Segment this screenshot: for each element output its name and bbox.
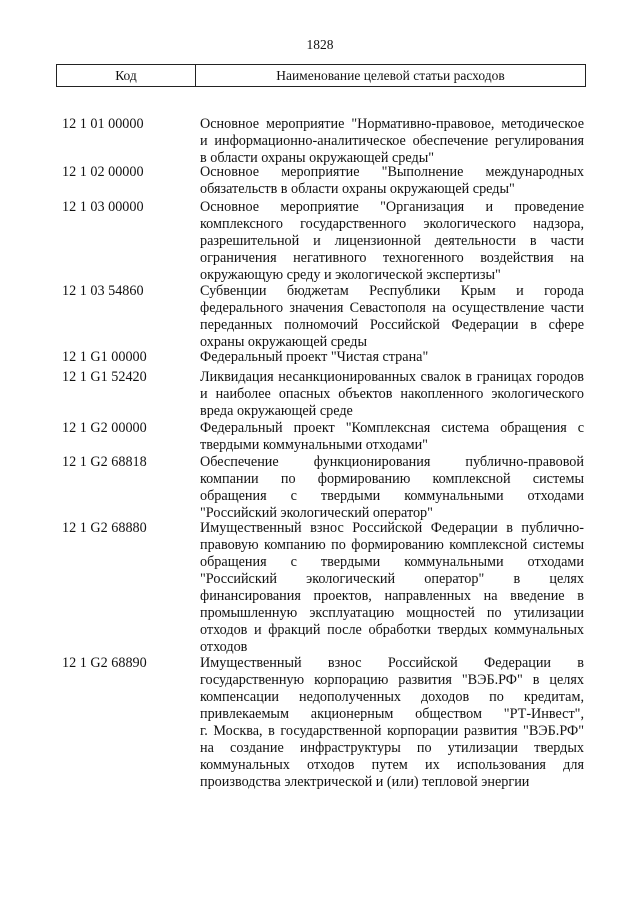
description-line: ограничения негативного техногенного воздействия на <box>200 250 584 266</box>
description-line: отходов и фракций после обработки твердых коммунальных <box>200 622 584 638</box>
description-line: компенсации недополученных доходов по кредитам, <box>200 689 584 705</box>
description-line: правовую компанию по формированию комплексной системы <box>200 537 584 553</box>
description-line: привлекаемым акционерным обществом "РТ-Инвест", <box>200 706 584 722</box>
description-line: Федеральный проект "Чистая страна" <box>200 349 429 365</box>
description-line: промышленную эксплуатацию мощностей по утилизации <box>200 605 584 621</box>
row-code: 12 1 01 00000 <box>62 116 144 132</box>
description-line: и наиболее опасных объектов накопленного экологического <box>200 386 584 402</box>
header-code: Код <box>57 65 196 86</box>
description-line: твердыми коммунальными отходами" <box>200 437 428 453</box>
row-description <box>200 369 584 420</box>
description-line: "Российский экологический оператор" <box>200 505 433 521</box>
description-line: на создание инфраструктуры по утилизации твердых <box>200 740 584 756</box>
description-line: окружающую среду и экологической экспертизы" <box>200 267 501 283</box>
row-code: 12 1 G1 00000 <box>62 349 147 365</box>
row-description <box>200 199 584 284</box>
row-code: 12 1 G2 68818 <box>62 454 147 470</box>
description-line: финансирования проектов, направленных на введение в <box>200 588 584 604</box>
description-line: Ликвидация несанкционированных свалок в границах городов <box>200 369 584 385</box>
description-line: охраны окружающей среды <box>200 334 368 350</box>
description-line: обращения с твердыми коммунальными отходами <box>200 488 584 504</box>
row-description <box>200 164 584 198</box>
description-line: "Российский экологический оператор" в целях <box>200 571 584 587</box>
row-code: 12 1 03 00000 <box>62 199 144 215</box>
description-line: федерального значения Севастополя на осуществление части <box>200 300 584 316</box>
row-description <box>200 520 584 656</box>
description-line: коммунальных отходов путем их использования для <box>200 757 584 773</box>
row-code: 12 1 G1 52420 <box>62 369 147 385</box>
page-number: 1828 <box>306 37 334 52</box>
description-line: компании по формированию комплексной системы <box>200 471 584 487</box>
description-line: Федеральный проект "Комплексная система обращения с <box>200 420 584 436</box>
description-line: Имущественный взнос Российской Федерации в <box>200 655 584 671</box>
description-line: Имущественный взнос Российской Федерации в публично- <box>200 520 584 536</box>
row-description <box>200 116 584 167</box>
description-line: производства электрической и (или) тепловой энергии <box>200 774 530 790</box>
row-code: 12 1 02 00000 <box>62 164 144 180</box>
row-code: 12 1 G2 68890 <box>62 655 147 671</box>
row-description <box>200 655 584 791</box>
description-line: г. Москва, в государственной корпорации развития "ВЭБ.РФ" <box>200 723 584 739</box>
description-line: Основное мероприятие "Нормативно-правовое, методическое <box>200 116 584 132</box>
row-code: 12 1 03 54860 <box>62 283 144 299</box>
row-description <box>200 283 584 351</box>
description-line: в области охраны окружающей среды" <box>200 150 435 166</box>
description-line: вреда окружающей среде <box>200 403 353 419</box>
row-description <box>200 454 584 522</box>
row-description <box>200 349 584 366</box>
description-line: Обеспечение функционирования публично-правовой <box>200 454 584 470</box>
description-line: Основное мероприятие "Организация и проведение <box>200 199 584 215</box>
description-line: обращения с твердыми коммунальными отходами <box>200 554 584 570</box>
row-description <box>200 420 584 454</box>
description-line: разрешительной и лицензионной деятельности в части <box>200 233 584 249</box>
table-header <box>56 64 586 87</box>
row-code: 12 1 G2 00000 <box>62 420 147 436</box>
description-line: обязательств в области охраны окружающей среды" <box>200 181 515 197</box>
description-line: Субвенции бюджетам Республики Крым и города <box>200 283 584 299</box>
description-line: государственную корпорацию развития "ВЭБ.РФ" в целях <box>200 672 584 688</box>
description-line: отходов <box>200 639 248 655</box>
description-line: комплексного государственного экологического надзора, <box>200 216 584 232</box>
description-line: переданных полномочий Российской Федерации в сфере <box>200 317 584 333</box>
row-code: 12 1 G2 68880 <box>62 520 147 536</box>
header-name: Наименование целевой статьи расходов <box>276 67 505 83</box>
description-line: Основное мероприятие "Выполнение международных <box>200 164 584 180</box>
description-line: и информационно-аналитическое обеспечение регулирования <box>200 133 584 149</box>
